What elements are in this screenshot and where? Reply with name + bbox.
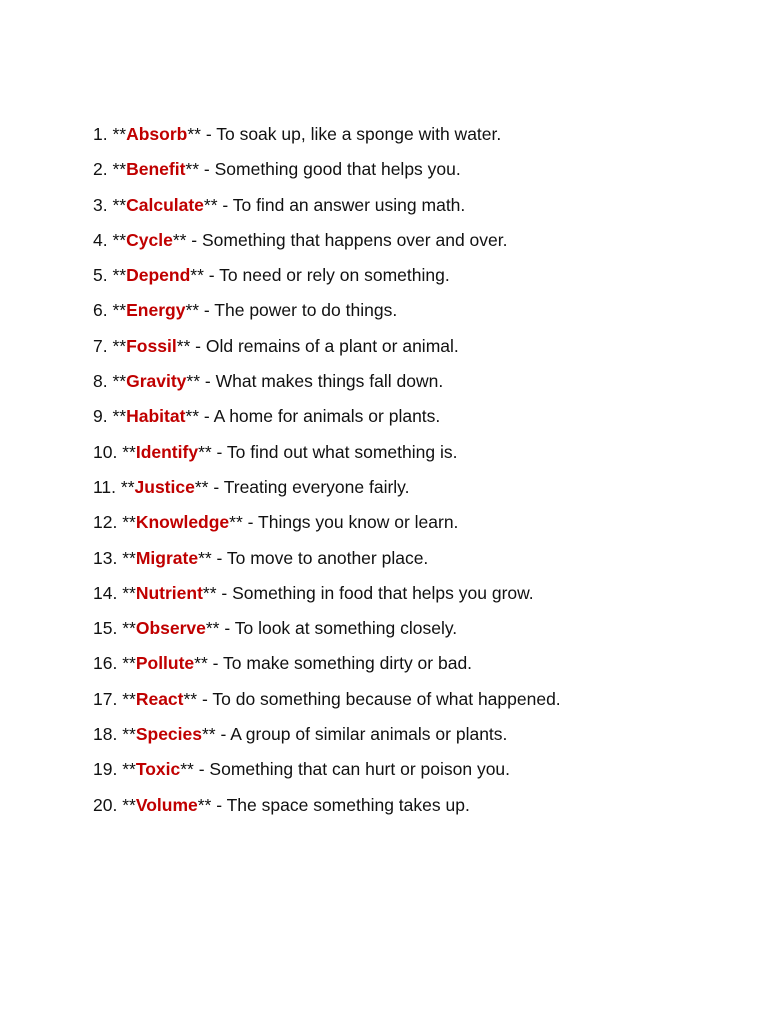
term-close-marks: ** (197, 794, 212, 815)
term-close-marks: ** (183, 688, 198, 709)
list-item (93, 192, 733, 227)
list-item (93, 333, 733, 368)
term-definition: - To make something dirty or bad. (207, 653, 473, 674)
term-definition: - To soak up, like a sponge with water. (200, 124, 502, 144)
item-number: 6. (93, 300, 108, 321)
vocabulary-term: Benefit (126, 159, 186, 180)
list-item (93, 156, 733, 191)
item-number: 7. (93, 335, 108, 356)
vocabulary-term: Pollute (135, 653, 195, 674)
vocabulary-term: React (135, 688, 184, 709)
term-close-marks: ** (185, 159, 200, 180)
term-open-marks: ** (122, 582, 136, 603)
vocabulary-term: Cycle (126, 229, 173, 250)
vocabulary-term: Nutrient (135, 582, 203, 603)
term-close-marks: ** (194, 476, 209, 497)
term-close-marks: ** (201, 724, 216, 745)
term-definition: - The space something takes up. (211, 794, 470, 815)
item-number: 16. (93, 653, 118, 674)
term-open-marks: ** (112, 300, 127, 321)
term-close-marks: ** (187, 124, 201, 144)
term-open-marks: ** (112, 265, 127, 286)
item-number: 2. (93, 159, 108, 180)
list-item (93, 121, 733, 156)
term-close-marks: ** (229, 512, 243, 533)
item-number: 15. (93, 618, 118, 639)
term-open-marks: ** (122, 759, 136, 780)
term-open-marks: ** (122, 618, 136, 639)
list-item (93, 403, 733, 438)
term-open-marks: ** (122, 688, 136, 709)
term-definition: - Something that can hurt or poison you. (193, 759, 511, 780)
vocabulary-term: Species (135, 724, 202, 745)
vocabulary-term: Gravity (126, 371, 187, 392)
item-number: 10. (93, 441, 118, 462)
term-open-marks: ** (120, 476, 135, 497)
term-close-marks: ** (194, 653, 208, 674)
term-open-marks: ** (112, 194, 127, 215)
term-open-marks: ** (122, 512, 136, 533)
list-item (93, 227, 733, 262)
item-number: 1. (93, 124, 108, 144)
term-definition: - To need or rely on something. (203, 265, 450, 286)
term-definition: - Something in food that helps you grow. (216, 582, 534, 603)
term-definition: - Something good that helps you. (199, 159, 461, 180)
term-definition: - To find out what something is. (211, 441, 458, 462)
term-definition: - To look at something closely. (219, 618, 458, 639)
term-open-marks: ** (112, 335, 127, 356)
item-number: 9. (93, 406, 108, 427)
term-close-marks: ** (180, 759, 194, 780)
list-item (93, 545, 733, 580)
item-number: 18. (93, 724, 118, 745)
list-item (93, 792, 733, 827)
vocabulary-term: Knowledge (135, 512, 230, 533)
vocabulary-term: Toxic (135, 759, 181, 780)
item-number: 12. (93, 512, 118, 533)
item-number: 4. (93, 229, 108, 250)
item-number: 11. (93, 476, 117, 497)
item-number: 14. (93, 582, 118, 603)
list-item (93, 686, 733, 721)
term-open-marks: ** (112, 406, 127, 427)
term-close-marks: ** (202, 582, 217, 603)
term-open-marks: ** (112, 371, 127, 392)
term-open-marks: ** (122, 547, 136, 568)
term-open-marks: ** (122, 653, 136, 674)
list-item (93, 297, 733, 332)
item-number: 8. (93, 371, 108, 392)
list-item (93, 509, 733, 544)
term-definition: - The power to do things. (199, 300, 398, 321)
term-definition: - To do something because of what happened. (197, 688, 561, 709)
term-definition: - What makes things fall down. (200, 371, 444, 392)
item-number: 5. (93, 265, 108, 286)
list-item (93, 439, 733, 474)
list-item (93, 650, 733, 685)
term-close-marks: ** (172, 229, 187, 250)
term-definition: - Treating everyone fairly. (208, 476, 410, 497)
term-close-marks: ** (198, 441, 212, 462)
term-definition: - Something that happens over and over. (186, 229, 508, 250)
vocabulary-term: Migrate (135, 547, 199, 568)
term-open-marks: ** (112, 124, 127, 144)
term-close-marks: ** (186, 371, 201, 392)
term-close-marks: ** (176, 335, 191, 356)
vocabulary-term: Depend (126, 265, 191, 286)
term-close-marks: ** (203, 194, 218, 215)
vocabulary-term: Observe (135, 618, 206, 639)
term-definition: - Old remains of a plant or animal. (190, 335, 459, 356)
term-open-marks: ** (122, 794, 136, 815)
term-open-marks: ** (122, 441, 136, 462)
list-item (93, 474, 733, 509)
vocabulary-term: Habitat (126, 406, 186, 427)
vocabulary-term: Calculate (126, 194, 204, 215)
list-item (93, 721, 733, 756)
term-definition: - To find an answer using math. (217, 194, 466, 215)
vocabulary-term: Fossil (126, 335, 177, 356)
term-close-marks: ** (205, 618, 220, 639)
term-open-marks: ** (112, 159, 127, 180)
item-number: 13. (93, 547, 118, 568)
item-number: 17. (93, 688, 118, 709)
term-definition: - Things you know or learn. (242, 512, 459, 533)
term-close-marks: ** (198, 547, 212, 568)
term-definition: - A home for animals or plants. (199, 406, 441, 427)
vocabulary-term: Energy (126, 300, 186, 321)
item-number: 20. (93, 794, 118, 815)
list-item (93, 262, 733, 297)
term-close-marks: ** (185, 300, 200, 321)
term-close-marks: ** (185, 406, 200, 427)
item-number: 19. (93, 759, 118, 780)
vocabulary-term: Absorb (126, 124, 188, 144)
list-item (93, 756, 733, 791)
term-close-marks: ** (190, 265, 204, 286)
vocabulary-list (93, 121, 733, 827)
term-definition: - To move to another place. (211, 547, 429, 568)
vocabulary-term: Justice (134, 476, 195, 497)
term-definition: - A group of similar animals or plants. (215, 724, 508, 745)
vocabulary-term: Identify (135, 441, 199, 462)
term-open-marks: ** (112, 229, 127, 250)
item-number: 3. (93, 194, 108, 215)
term-open-marks: ** (122, 724, 136, 745)
list-item (93, 615, 733, 650)
vocabulary-term: Volume (135, 794, 198, 815)
list-item (93, 580, 733, 615)
list-item (93, 368, 733, 403)
